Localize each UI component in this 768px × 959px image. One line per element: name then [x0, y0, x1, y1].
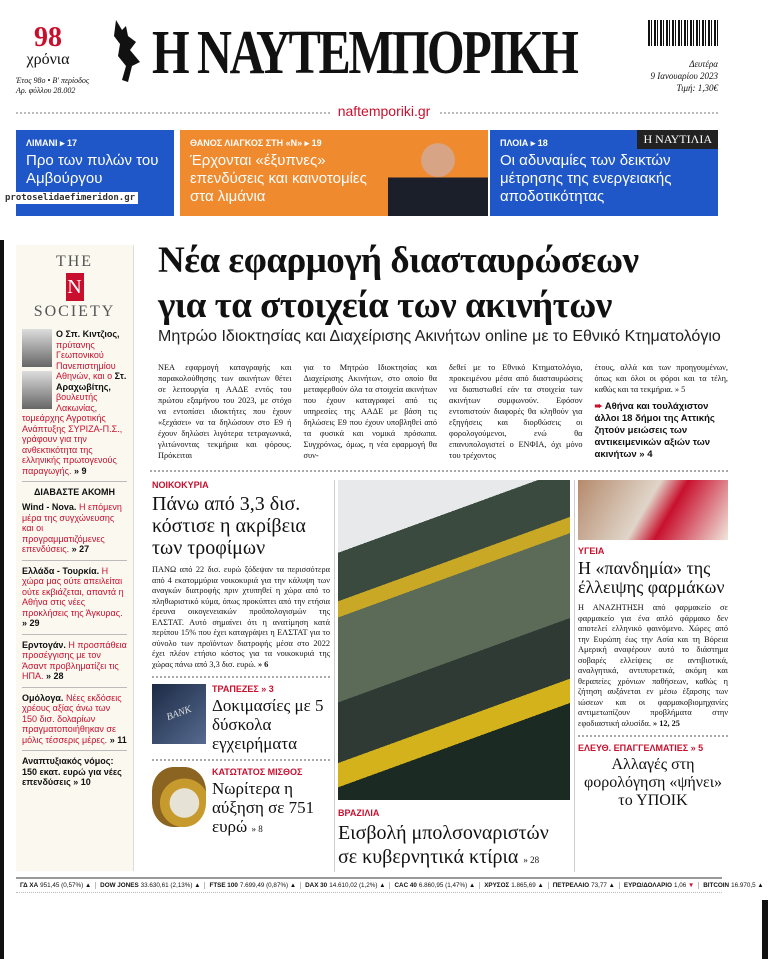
society-letter: N — [66, 273, 84, 301]
read-more-item[interactable] — [22, 756, 127, 788]
tax-story[interactable] — [578, 743, 728, 810]
watermark: protoselidaefimeridon.gr — [2, 192, 138, 204]
up-arrow-icon: ▲ — [84, 882, 92, 889]
lead-headline-line: Νέα εφαρμογή διασταυρώσεων — [158, 240, 639, 281]
right-column — [578, 480, 728, 872]
story-headline: Η «πανδημία» της έλλειψης φαρμάκων — [578, 558, 725, 597]
barcode — [648, 20, 718, 46]
story-headline: Αλλαγές στη φορολόγηση «ψήνει» το ΥΠΟΙΚ — [583, 756, 723, 809]
up-arrow-icon: ▲ — [757, 882, 764, 889]
author-photo — [22, 329, 52, 367]
lead-headline-line: για τα στοιχεία των ακινήτων — [158, 285, 612, 326]
wage-story[interactable] — [152, 767, 330, 839]
interviewee-photo — [388, 130, 488, 216]
divider — [22, 560, 127, 561]
society-top: THE — [55, 253, 94, 270]
ticker-name: ΧΡΥΣΟΣ — [484, 882, 510, 889]
author-name: Στ. Αραχωβίτης, — [56, 371, 127, 392]
item-lead: Ερντογάν. — [22, 639, 66, 650]
story-headline: Δοκιμασίες με 5 δύσκολα εγχειρήματα — [212, 696, 324, 753]
story-text: ΠΑΝΩ από 22 δισ. ευρώ ξόδεψαν τα περισσότερα από 4 εκατομμύρια νοικοκυριά για την κάλυψη των αναγκών διατροφής πριν χτυπηθεί η χώρα από το πληθωριστικό κύμα, όπως προκύπτει από την ετήσια έρευνα οικογενειακών προϋπολογισμών της ΕΛΣΤΑΤ. Αυτό σημαίνει ότι η ανατίμηση κατά περίπου 15% που έχει καταγράψει η ΕΛΣΤΑΤ για το σύνολο των προϊόντων διατροφής μέσα στο 2022 έχει πλέον ετήσιο κόστος για τα νοικοκυριά της χώρας πάνω από 3,3 δισ. ευρώ. — [152, 565, 330, 669]
item-text: Νέες εκδόσεις χρέους αξίας άνω των 150 δισ. δολαρίων πραγματοποιήθηκαν σε μόλις τέσσερις μέρες. — [22, 692, 122, 745]
day: Δευτέρα — [689, 59, 718, 69]
read-more-heading: ΔΙΑΒΑΣΤΕ ΑΚΟΜΗ — [33, 487, 116, 497]
banner-kicker: ΠΛΟΙΑ ▸ 18 — [500, 138, 548, 148]
banner-kicker: ΛΙΜΑΝΙ ▸ 17 — [26, 138, 78, 148]
issue-year: Έτος 98ο • Β' περίοδος — [16, 76, 90, 85]
society-bottom: SOCIETY — [33, 303, 116, 320]
banner-headline: Οι αδυναμίες των δεικτών μέτρησης της ενεργειακής αποδοτικότητας — [500, 152, 672, 205]
divider — [152, 676, 330, 678]
story-headline: Εισβολή μπολσοναριστών σε κυβερνητικά κτίρια — [338, 822, 549, 868]
society-article[interactable] — [22, 329, 127, 476]
issue-info — [16, 76, 89, 96]
story-kicker: ΥΓΕΙΑ — [578, 546, 605, 556]
the-n-society-logo — [22, 253, 127, 321]
newspaper-title: Η ΝΑΥΤΕΜΠΟΡΙΚΗ — [152, 19, 577, 87]
story-text: Η ΑΝΑΖΗΤΗΣΗ από φαρμακείο σε φαρμακείο για ένα απλό φάρμακο δεν αποτελεί ελληνικό φαινόμενο. Χώρες από την Ευρώπη έως την Ασία και τη Βόρεια Αμερική αναφέρουν αυτό το διάστημα σοβαρές ελλείψεις σε αντιβιοτικά, αναλγητικά, αντιπυρετικά, ακόμη και θεραπείες χρόνιων παθήσεων, καθώς η ζήτηση αυξάνεται εν μέσω έξαρσης των ιώσεων και οι φαρμακοβιομηχανίες αντιμετωπίζουν προβλήματα στην εφοδιαστική αλυσίδα. — [578, 603, 728, 728]
item-text: Η χώρα μας ούτε απειλείται ούτε εκβιάζεται, απαντά η Αθήνα στις νέες προκλήσεις της Άγκυρας. — [22, 565, 124, 618]
item-text: Η επόμενη μέρα της συγχώνευσης και οι προγραμματιζόμενες επενδύσεις. — [22, 502, 122, 554]
ticker-item — [390, 882, 480, 889]
issue-number: Αρ. φύλλου 28.002 — [16, 86, 76, 95]
divider — [22, 634, 127, 635]
left-column — [152, 480, 330, 872]
middle-column — [338, 480, 570, 872]
lead-headline[interactable] — [158, 238, 728, 328]
story-kicker: ΕΛΕΥΘ. ΕΠΑΓΓΕΛΜΑΤΙΕΣ » 5 — [578, 743, 704, 753]
ticker-value: 1,06 — [673, 882, 687, 889]
read-more-item[interactable] — [22, 502, 127, 555]
scan-border-left — [0, 240, 4, 959]
up-arrow-icon: ▲ — [608, 882, 615, 889]
author-name: Ο Σπ. Κιντζιος, — [56, 329, 120, 339]
ticker-item — [205, 882, 301, 889]
story-kicker: ΤΡΑΠΕΖΕΣ » 3 — [212, 684, 274, 694]
item-lead: Αναπτυξιακός νόμος: 150 εκατ. ευρώ για νέες επενδύσεις — [22, 756, 122, 787]
ticker-name: ΕΥΡΩ/ΔΟΛΑΡΙΟ — [623, 882, 672, 889]
read-more-item[interactable] — [22, 640, 127, 682]
brasilia-story[interactable] — [338, 808, 570, 872]
sidebar — [16, 245, 134, 871]
banner-ships[interactable] — [490, 130, 718, 216]
health-story[interactable] — [578, 546, 728, 729]
up-arrow-icon: ▲ — [468, 882, 476, 889]
ticker-name: FTSE 100 — [209, 882, 238, 889]
ticker-name: BITCOIN — [703, 882, 730, 889]
ticker-value: 16.970,5 — [731, 882, 756, 889]
column-divider — [334, 480, 335, 872]
brasilia-riot-photo — [338, 480, 570, 800]
item-lead: Ελλάδα - Τουρκία. — [22, 565, 100, 576]
lead-column-last — [595, 362, 729, 461]
ticker-item — [480, 882, 549, 889]
ticker-value: 1.865,69 — [511, 882, 536, 889]
author-photo — [22, 371, 52, 409]
date: 9 Ιανουαρίου 2023 — [650, 71, 718, 81]
issue-date — [650, 58, 718, 94]
divider — [578, 735, 728, 737]
down-arrow-icon: ▼ — [687, 882, 695, 889]
story-kicker: ΒΡΑΖΙΛΙΑ — [338, 808, 380, 818]
ticker-item — [96, 882, 205, 889]
lead-bullet[interactable] — [595, 401, 729, 461]
story-headline: Νωρίτερα η αύξηση σε 751 ευρώ — [212, 779, 315, 836]
banks-story[interactable] — [152, 684, 330, 753]
ticker-item — [549, 882, 620, 889]
years-number: 98 — [34, 22, 62, 53]
euro-coins-photo — [152, 767, 206, 827]
ticker-value: 6.860,95 (1,47%) — [418, 882, 468, 889]
story-headline: Πάνω από 3,3 δισ. κόστισε η ακρίβεια των τροφίμων — [152, 493, 306, 559]
column-divider — [574, 480, 575, 872]
ticker-value: 7.699,49 (0,87%) — [239, 882, 289, 889]
divider — [22, 687, 127, 688]
food-story[interactable] — [152, 480, 330, 670]
nautilia-badge: Η ΝΑΥΤΙΛΙΑ — [637, 130, 718, 149]
page-ref: » 4 — [639, 449, 653, 460]
website-bar — [0, 103, 768, 121]
ticker-name: CAC 40 — [394, 882, 417, 889]
item-text: Η προσπάθεια προσέγγισης με τον Άσαντ προβληματίζει τις ΗΠΑ. — [22, 639, 127, 681]
website-link[interactable]: naftemporiki.gr — [330, 103, 439, 119]
page-ref: » 28 — [46, 671, 64, 681]
story-kicker: ΚΑΤΩΤΑΤΟΣ ΜΙΣΘΟΣ — [212, 767, 303, 777]
page-ref: » 29 — [22, 618, 40, 628]
page-ref: » 12, 25 — [652, 718, 680, 728]
up-arrow-icon: ▲ — [194, 882, 201, 889]
bank-sign: BANK — [165, 703, 193, 724]
up-arrow-icon: ▲ — [379, 882, 386, 889]
bullet-text: Αθήνα και τουλάχιστον άλλοι 18 δήμοι της Αττικής ζητούν μειώσεις των αντικειμενικών αξιών των ακινήτων — [594, 401, 715, 460]
anniversary-badge — [18, 24, 78, 68]
lead-subheadline: Μητρώο Ιδιοκτησίας και Διαχείρισης Ακινήτων online με το Εθνικό Κτηματολόγιο — [158, 328, 721, 345]
page-ref: » 27 — [71, 544, 90, 554]
page-ref: » 8 — [251, 824, 263, 834]
divider — [150, 470, 728, 472]
up-arrow-icon: ▲ — [289, 882, 297, 889]
ticker-value: 14.610,02 (1,2%) — [329, 882, 378, 889]
ticker-name: ΠΕΤΡΕΛΑΙΟ — [552, 882, 590, 889]
read-more-item[interactable] — [22, 693, 127, 746]
page-ref: » 28 — [523, 855, 540, 865]
pills-photo — [578, 480, 728, 540]
ticker-name: ΓΔ ΧΑ — [20, 882, 39, 889]
years-label: χρόνια — [26, 51, 70, 68]
bank-photo — [152, 684, 206, 744]
hermes-logo-icon — [108, 16, 152, 94]
ticker-value: 33.630,61 (2,13%) — [140, 882, 193, 889]
lead-column: δεθεί με το Εθνικό Κτηματολόγιο, προκειμένου μέσα από διασταυρώσεις να διαπιστωθεί εάν τα στοιχεία των ακινήτων συμφωνούν. Εφόσον εντοπιστούν διαφορές θα κληθούν για εξηγήσεις και διορθώσεις οι φορολογούμενοι, ενώ θα επανυπολογιστεί ο ΕΝΦΙΑ, όχι μόνο του τρέχοντος — [449, 363, 583, 460]
divider — [152, 759, 330, 761]
arrow-icon: ➨ — [594, 401, 603, 412]
lead-column: ΝΕΑ εφαρμογή καταγραφής και παρακολούθησης των ακινήτων θέτει σε λειτουργία η ΑΑΔΕ εντός του πρώτου εξαμήνου του 2023, με στόχο να εντοπίσει ιδιοκτήτες που έχουν «ξεχάσει» να τα δηλώσουν στο Ε9 ή έχουν δηλώσει λιγότερα τετραγωνικά, γλιτώνοντας τεκμήρια και φόρους. Πρόκειται — [158, 363, 292, 460]
lead-body — [158, 362, 728, 461]
page-ref: » 11 — [109, 734, 127, 745]
article-summary: βουλευτής Λακωνίας, τομεάρχης Αγροτικής Ανάπτυξης ΣΥΡΙΖΑ-Π.Σ., γράφουν για την ανθεκτικότητα της ελληνικής πρωτογενούς παραγωγής. — [22, 392, 123, 476]
item-lead: Wind - Nova. — [22, 502, 77, 512]
ticker-value: 73,77 — [591, 882, 607, 889]
ticker-name: DOW JONES — [100, 882, 139, 889]
story-kicker: ΝΟΙΚΟΚΥΡΙΑ — [152, 480, 209, 490]
market-ticker — [16, 877, 764, 893]
ticker-value: 951,45 (0,57%) — [40, 882, 84, 889]
lead-column: για το Μητρώο Ιδιοκτησίας και Διαχείρισης Ακινήτων, στο οποίο θα μεταφερθούν όλα τα στοιχεία ακινήτων που έχουν καταγραφεί από τις υπηρεσίες της ΑΑΔΕ με βάση τις δηλώσεις Ε9 που έχουν υποβληθεί από τα φυσικά και νομικά πρόσωπα. Συγχρόνως, όμως, η νέα εφαρμογή θα συν- — [303, 363, 437, 460]
lead-column: έτους, αλλά και των προηγουμένων, όπως και όλοι οι φόροι και τα τέλη, καθώς και τα τεκμήρια. » 5 — [594, 363, 728, 394]
ticker-item — [620, 882, 699, 889]
read-more-item[interactable] — [22, 566, 127, 629]
ticker-name: DAX 30 — [305, 882, 328, 889]
scan-border-right — [762, 900, 768, 959]
page-ref: » 10 — [73, 777, 91, 787]
ticker-item — [16, 882, 96, 889]
item-lead: Ομόλογα. — [22, 692, 64, 703]
ticker-item — [301, 882, 390, 889]
ticker-item — [699, 882, 768, 889]
up-arrow-icon: ▲ — [537, 882, 544, 889]
banner-interview[interactable] — [180, 130, 488, 216]
banner-kicker: ΘΑΝΟΣ ΛΙΑΓΚΟΣ ΣΤΗ «Ν» ▸ 19 — [190, 138, 322, 148]
banner-headline: Προ των πυλών του Αμβούργου — [26, 152, 159, 187]
page-ref: » 9 — [74, 465, 87, 476]
author-role: πρύτανης Γεωπονικού Πανεπιστημίου Αθηνών, και ο — [56, 339, 116, 381]
banner-headline: Έρχονται «έξυπνες» επενδύσεις και καινοτομίες στα λιμάνια — [190, 152, 367, 205]
page-ref: » 6 — [257, 659, 269, 669]
price: Τιμή: 1,30€ — [676, 83, 718, 93]
divider — [22, 750, 127, 751]
